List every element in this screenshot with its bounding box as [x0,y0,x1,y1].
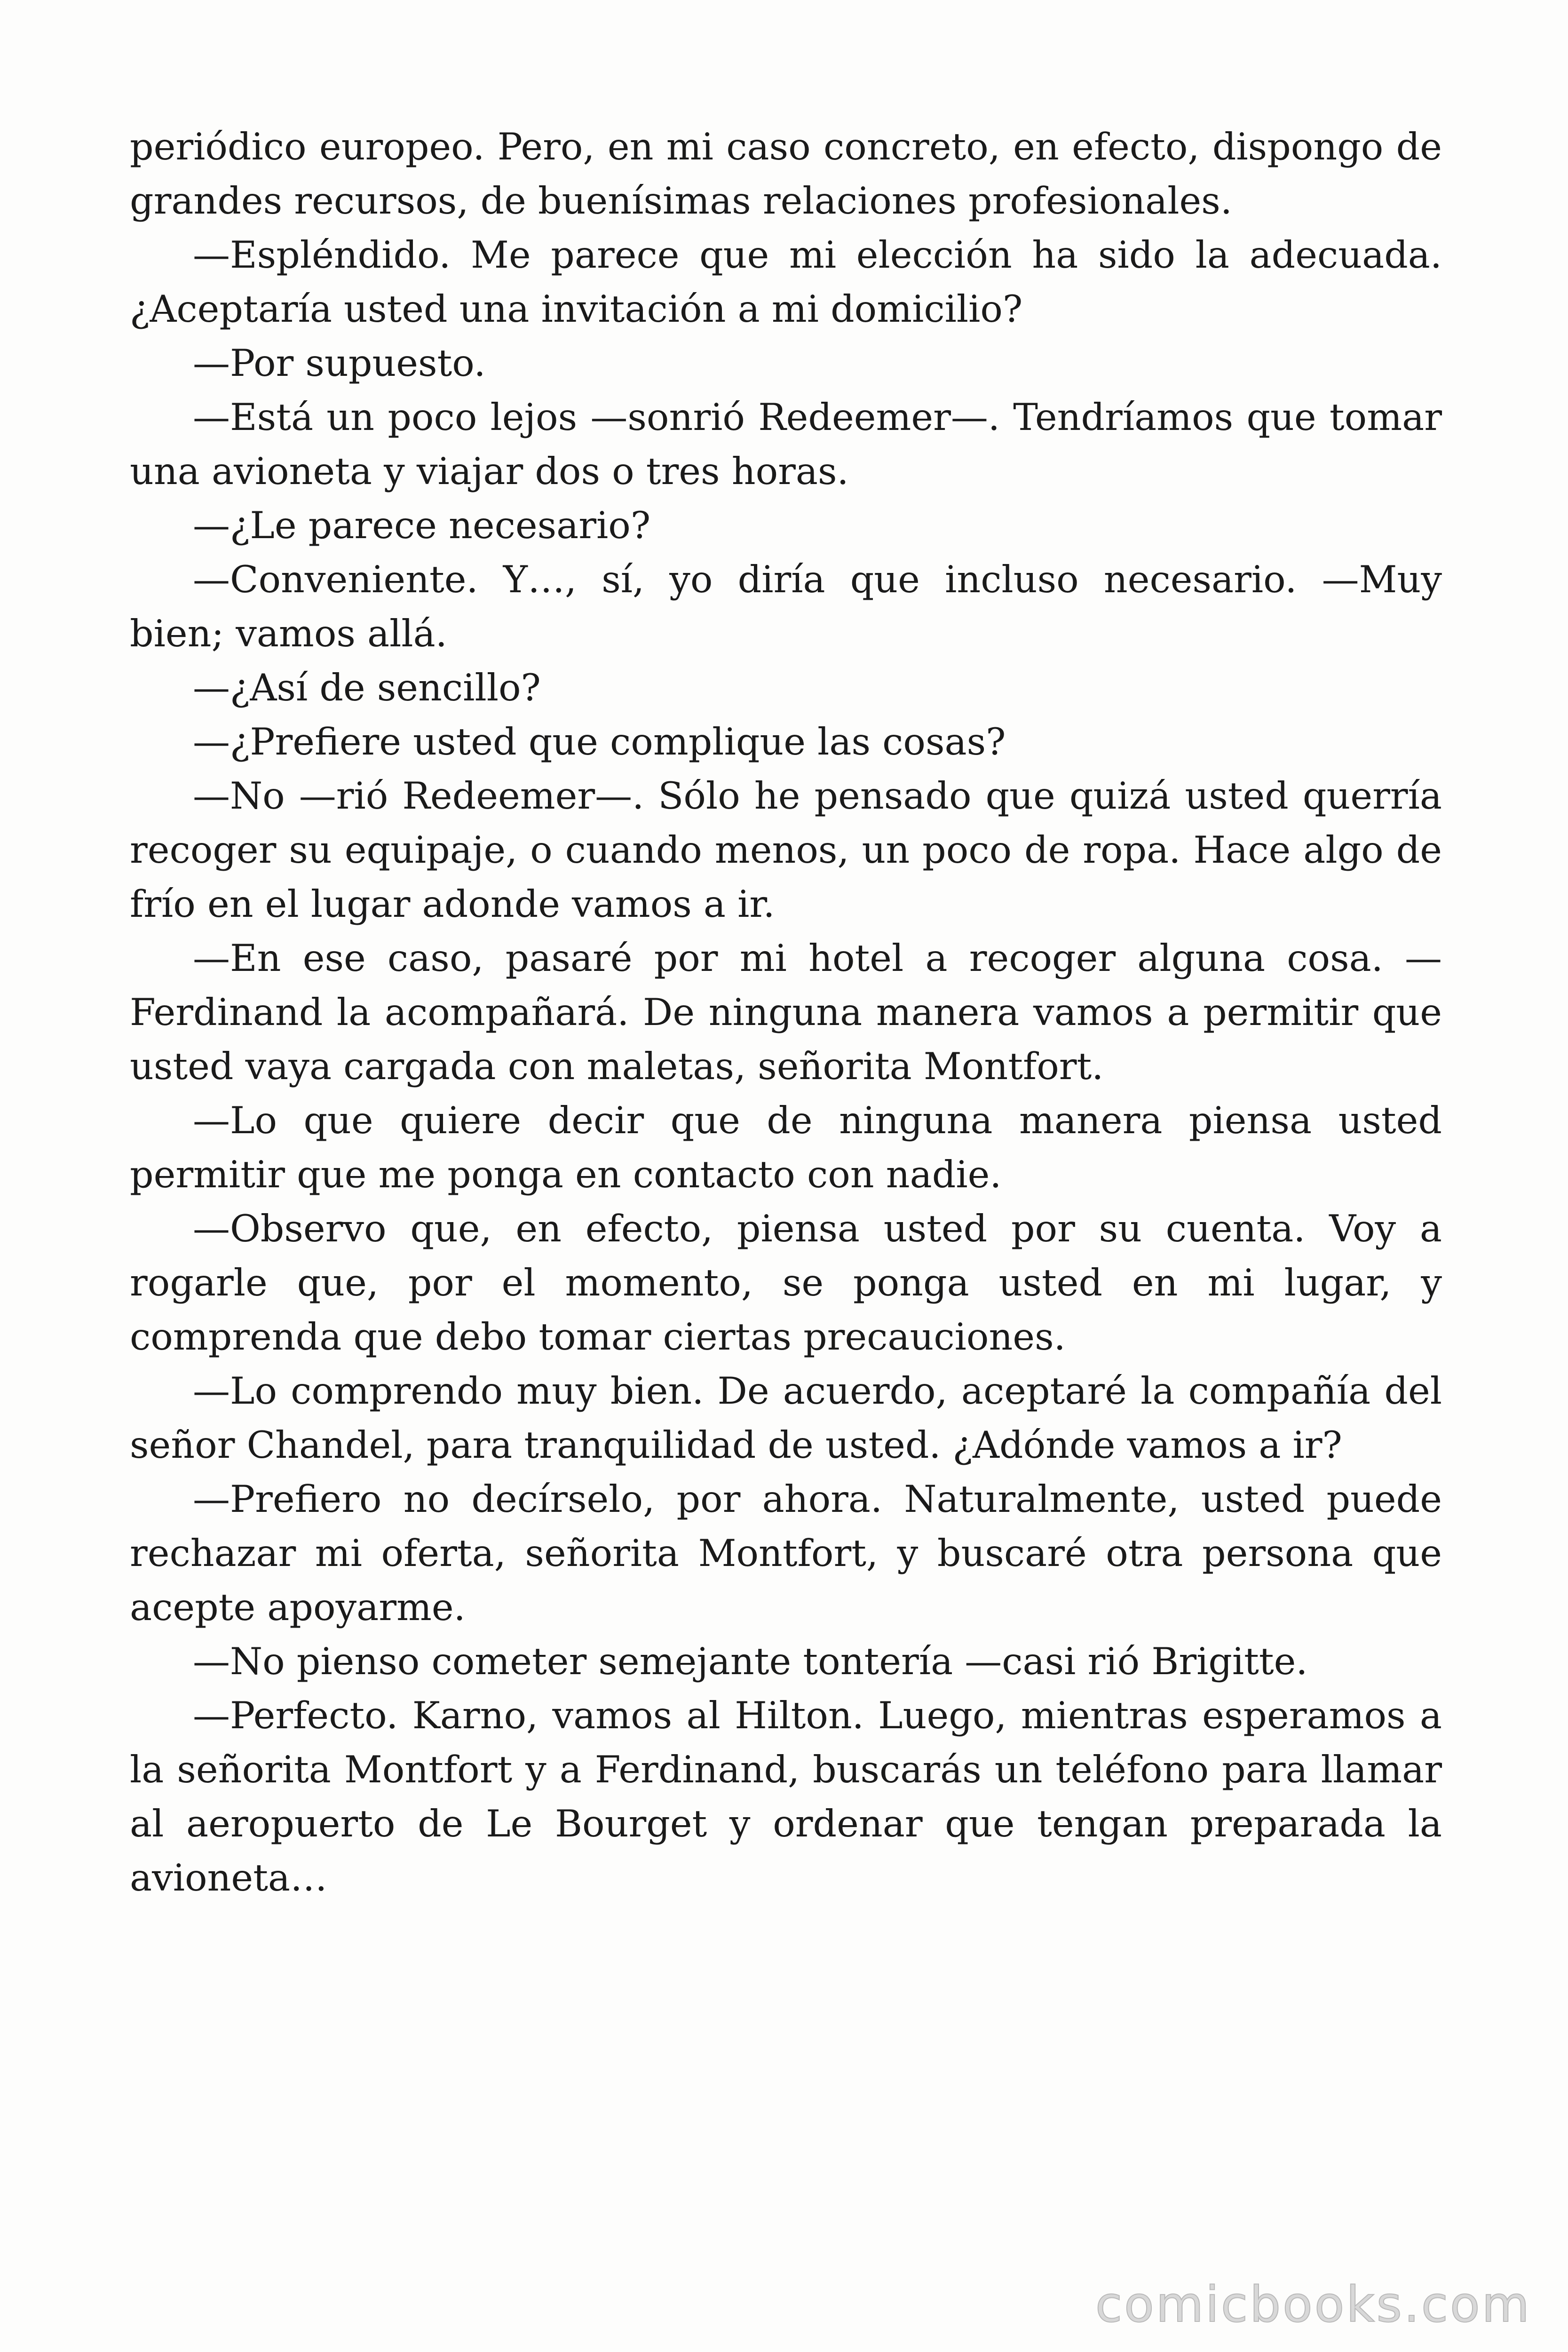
paragraph: —Por supuesto. [193,342,486,385]
paragraph: —Lo que quiere decir que de ninguna manera piensa usted permitir que me ponga en contacto con nadie. [130,1099,1442,1196]
paragraph: periódico europeo. Pero, en mi caso concreto, en efecto, dispongo de grandes recursos, de buenísimas relaciones profesionales. [130,125,1442,222]
paragraph: —No —rió Redeemer—. Sólo he pensado que quizá usted querría recoger su equipaje, o cuando menos, un poco de ropa. Hace algo de frío en el lugar adonde vamos a ir. [130,774,1442,926]
paragraph: —Espléndido. Me parece que mi elección ha sido la adecuada. ¿Aceptaría usted una invitación a mi domicilio? [130,233,1442,331]
paragraph: —Prefiero no decírselo, por ahora. Naturalmente, usted puede rechazar mi oferta, señorita Montfort, y buscaré otra persona que acepte apoyarme. [130,1478,1442,1629]
paragraph: —En ese caso, pasaré por mi hotel a recoger alguna cosa. —Ferdinand la acompañará. De ninguna manera vamos a permitir que usted vaya cargada con maletas, señorita Montfort. [130,937,1442,1088]
paragraph: —Observo que, en efecto, piensa usted por su cuenta. Voy a rogarle que, por el momento, se ponga usted en mi lugar, y comprenda que debo tomar ciertas precauciones. [130,1207,1442,1359]
paragraph: —¿Le parece necesario? [193,504,651,547]
paragraph: —¿Prefiere usted que complique las cosas? [193,720,1006,763]
paragraph: —Perfecto. Karno, vamos al Hilton. Luego, mientras esperamos a la señorita Montfort y a Ferdinand, buscarás un teléfono para llamar al aeropuerto de Le Bourget y ordenar que tengan preparada la avioneta… [130,1694,1442,1899]
paragraph: —Conveniente. Y…, sí, yo diría que incluso necesario. —Muy bien; vamos allá. [130,558,1442,655]
page-body-text [130,120,1442,1905]
paragraph: —Está un poco lejos —sonrió Redeemer—. Tendríamos que tomar una avioneta y viajar dos o tres horas. [130,396,1442,493]
paragraph: —Lo comprendo muy bien. De acuerdo, aceptaré la compañía del señor Chandel, para tranquilidad de usted. ¿Adónde vamos a ir? [130,1369,1442,1467]
site-watermark: comicbooks.com [1095,2276,1531,2333]
paragraph: —¿Así de sencillo? [193,666,541,709]
paragraph: —No pienso cometer semejante tontería —casi rió Brigitte. [193,1640,1308,1683]
